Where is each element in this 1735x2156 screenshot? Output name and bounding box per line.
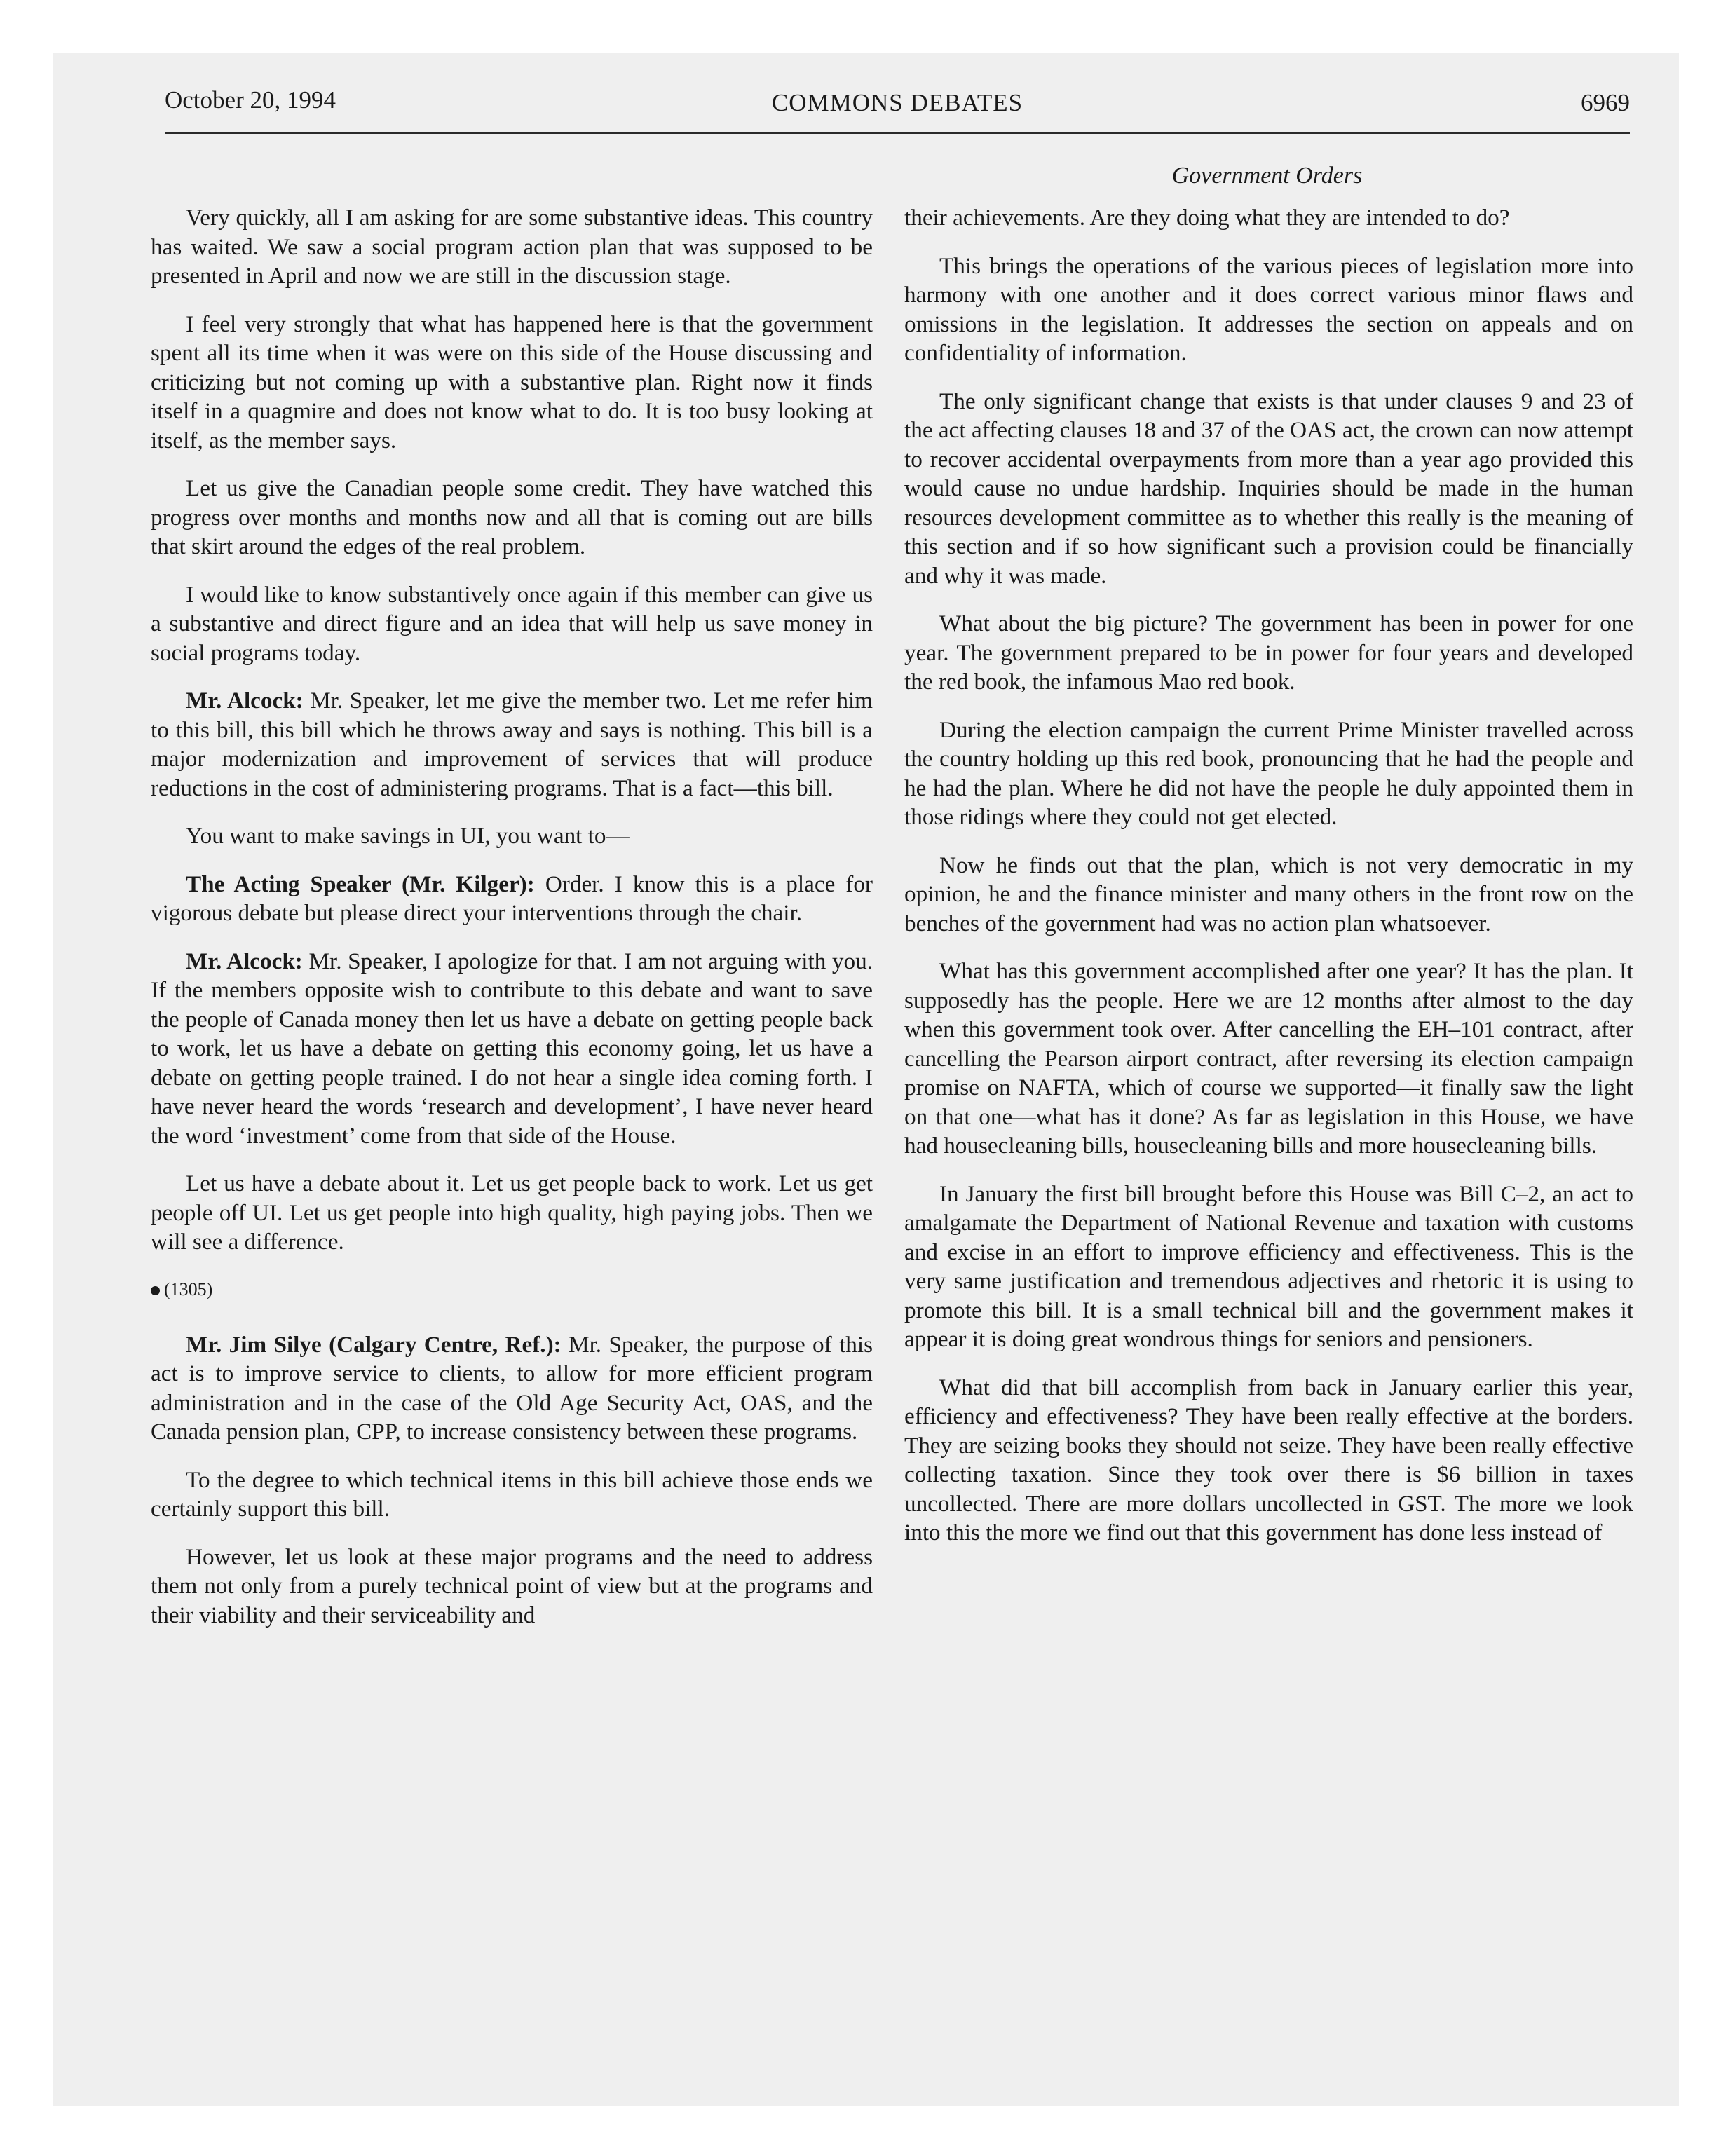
time-marker xyxy=(151,1276,873,1304)
paragraph: During the election campaign the current Prime Minister travelled across the country holding up this red book, pronouncing that he had the people and he had the plan. Where he did not have the people he duly appointed them in those ridings where they could not get elected. xyxy=(904,716,1633,830)
speech-text: Mr. Speaker, the purpose of this act is to improve service to clients, to allow for more efficient program administration and in the case of the Old Age Security Act, OAS, and the Canada pension plan, CPP, to increase consistency between these programs. xyxy=(151,1331,873,1445)
speaker-name: The Acting Speaker (Mr. Kilger): xyxy=(186,871,535,897)
paragraph: To the degree to which technical items in this bill achieve those ends we certainly support this bill. xyxy=(151,1466,873,1522)
page-header xyxy=(165,83,1630,134)
paragraph: In January the first bill brought before this House was Bill C–2, an act to amalgamate the Department of National Revenue and taxation with customs and excise in an effort to improve efficiency and effectiveness. This is the very same justification and tremendous adjectives and rhetoric it is using to promote this bill. It is a small technical bill and the government makes it appear it is doing great wondrous things for seniors and pensioners. xyxy=(904,1180,1633,1352)
paragraph: The only significant change that exists is that under clauses 9 and 23 of the act affecting clauses 18 and 37 of the OAS act, the crown can now attempt to recover accidental overpayments from more than a year ago provided this would cause no undue hardship. Inquiries should be made in the human resources development committee as to whether this really is the meaning of this section and if so how significant such a provision could be financially and why it was made. xyxy=(904,388,1633,589)
paragraph: I would like to know substantively once again if this member can give us a substantive and direct figure and an idea that will help us save money in social programs today. xyxy=(151,581,873,666)
paragraph: What has this government accomplished after one year? It has the plan. It supposedly has the people. Here we are 12 months after almost to the day when this government took over. After cancelling the EH–101 contract, after cancelling the Pearson airport contract, after reversing its election campaign promise on NAFTA, which of course we supported—it finally saw the light on that one—what has it done? As far as legislation in this House, we have had housecleaning bills, housecleaning bills and more housecleaning bills. xyxy=(904,958,1633,1159)
speech-text: Mr. Speaker, let me give the member two. Let me refer him to this bill, this bill which he throws away and says is nothing. This bill is a major modernization and improvement of services that will produce reductions in the cost of administering programs. That is a fact—this bill. xyxy=(151,688,873,801)
paragraph: their achievements. Are they doing what they are intended to do? xyxy=(904,205,1510,231)
header-page-number: 6969 xyxy=(1581,89,1630,116)
header-title: COMMONS DEBATES xyxy=(771,89,1023,116)
header-date: October 20, 1994 xyxy=(165,86,336,114)
paragraph: Very quickly, all I am asking for are some substantive ideas. This country has waited. We saw a social program action plan that was supposed to be presented in April and now we are still in the discussion stage. xyxy=(151,205,873,289)
speaker-name: Mr. Alcock: xyxy=(186,948,303,974)
speech-paragraph xyxy=(151,947,873,1151)
section-label: Government Orders xyxy=(1171,163,1363,189)
paragraph: Now he finds out that the plan, which is not very democratic in my opinion, he and the finance minister and many others in the front row on the benches of the government had was no action plan whatsoever. xyxy=(904,852,1633,936)
paragraph: You want to make savings in UI, you want to— xyxy=(186,823,630,849)
paragraph: This brings the operations of the various pieces of legislation more into harmony with one another and it does correct various minor flaws and omissions in the legislation. It addresses the section on appeals and on confidentiality of information. xyxy=(904,252,1633,366)
paragraph: What about the big picture? The government has been in power for one year. The government prepared to be in power for four years and developed the red book, the infamous Mao red book. xyxy=(904,610,1633,695)
speech-text: Mr. Speaker, I apologize for that. I am not arguing with you. If the members opposite wish to contribute to this debate and want to save the people of Canada money then let us have a debate on getting people back to work, let us have a debate on getting this economy going, let us have a debate on getting people trained. I do not hear a single idea coming forth. I have never heard the words ‘research and development’, I have never heard the word ‘investment’ come from that side of the House. xyxy=(151,948,873,1149)
paragraph: Let us have a debate about it. Let us get people back to work. Let us get people off UI. Let us get people into high quality, high paying jobs. Then we will see a difference. xyxy=(151,1171,873,1255)
bullet-icon xyxy=(151,1286,160,1295)
time-marker-text: (1305) xyxy=(164,1278,213,1299)
paragraph: Let us give the Canadian people some credit. They have watched this progress over months and months now and all that is coming out are bills that skirt around the edges of the real problem. xyxy=(151,475,873,559)
left-column xyxy=(151,203,873,1649)
speaker-name: Mr. Jim Silye (Calgary Centre, Ref.): xyxy=(186,1331,562,1358)
speech-paragraph xyxy=(151,870,873,928)
speech-paragraph xyxy=(151,1330,873,1447)
paragraph: I feel very strongly that what has happened here is that the government spent all its time when it was were on this side of the House discussing and criticizing but not coming up with a substantive plan. Right now it finds itself in a quagmire and does not know what to do. It is too busy looking at itself, as the member says. xyxy=(151,311,873,453)
right-column xyxy=(904,203,1633,1567)
speech-paragraph xyxy=(151,686,873,803)
speaker-name: Mr. Alcock: xyxy=(186,688,304,714)
speech-text: Order. I know this is a place for vigorous debate but please direct your interventions through the chair. xyxy=(151,871,873,926)
paragraph: However, let us look at these major programs and the need to address them not only from a purely technical point of view but at the programs and their viability and their serviceability and xyxy=(151,1543,873,1628)
paragraph: What did that bill accomplish from back in January earlier this year, efficiency and effectiveness? They have been really effective at the borders. They are seizing books they should not seize. They have been really effective collecting taxation. Since they took over there is $6 billion in taxes uncollected. There are more dollars uncollected in GST. The more we look into this the more we find out that this government has done less instead of xyxy=(904,1374,1633,1546)
